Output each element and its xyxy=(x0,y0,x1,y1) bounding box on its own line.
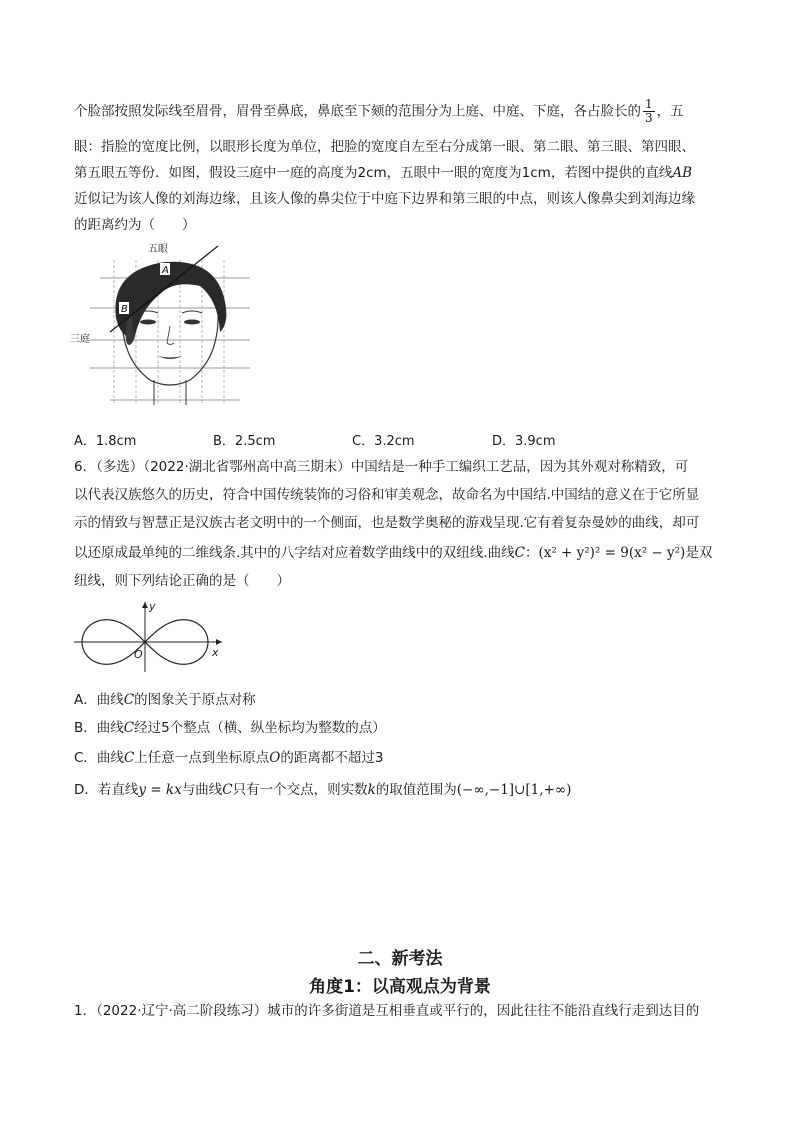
q6-choice-a[interactable] xyxy=(74,688,256,708)
q6-text: 以还原成最单纯的二维线条.其中的八字结对应着数学曲线中的双纽线.曲线 xyxy=(74,545,515,561)
label-wuyan: 五眼 xyxy=(148,244,168,255)
choice-text: 的距离都不超过3 xyxy=(280,750,384,766)
fraction-one-third xyxy=(643,98,655,125)
choice-text: 经过5个整点（横、纵坐标均为整数的点） xyxy=(134,720,386,736)
q5-line-2: 眼：指脸的宽度比例，以眼形长度为单位，把脸的宽度自左至右分成第一眼、第二眼、第三眼、第四眼、 xyxy=(74,139,695,155)
section-title: 二、新考法 xyxy=(357,949,443,969)
choice-text: 与曲线 xyxy=(181,782,223,798)
curve-var: C xyxy=(222,782,233,798)
q6-line-2: 以代表汉族悠久的历史，符合中国传统装饰的习俗和审美观念，故命名为中国结.中国结的意义在于它所显 xyxy=(74,487,700,503)
point-b-label: B xyxy=(121,304,128,315)
q6-choice-b[interactable] xyxy=(74,716,386,736)
lemniscate-figure xyxy=(70,598,230,678)
q6-choice-c[interactable] xyxy=(74,746,383,766)
q5-line-5: 的距离约为（ ） xyxy=(74,217,196,233)
k-var: k xyxy=(367,782,376,798)
q5-text: ，五 xyxy=(656,103,684,120)
q6-choice-d[interactable] xyxy=(74,778,571,798)
y-axis-label: y xyxy=(149,600,156,613)
q5-text: 第五眼五等份．如图，假设三庭中一庭的高度为2cm，五眼中一眼的宽度为1cm，若图中提供的直线 xyxy=(74,165,673,181)
q6-line-1: 6．（多选）（2022·湖北省鄂州高中高三期末）中国结是一种手工编织工艺品，因为其外观对称精致，可 xyxy=(74,459,689,475)
frac-numerator: 1 xyxy=(645,97,653,111)
mouth xyxy=(158,356,182,359)
section-subtitle: 角度1：以高观点为背景 xyxy=(309,977,491,997)
q5-line-3 xyxy=(74,164,734,183)
lemniscate-equation: (x² + y²)² = 9(x² − y²) xyxy=(538,545,686,561)
choice-text: 只有一个交点，则实数 xyxy=(232,782,368,798)
choice-text: D．若直线 xyxy=(74,782,139,798)
line-equation: y = kx xyxy=(138,782,182,798)
curve-var: C xyxy=(123,692,135,708)
point-a-label: A xyxy=(162,265,169,276)
brows xyxy=(138,311,202,313)
origin-var: O xyxy=(269,750,281,766)
k-range: (−∞,−1]∪[1,+∞) xyxy=(456,782,572,798)
q6-text: 是双 xyxy=(685,545,713,561)
q5-line-1 xyxy=(74,98,734,125)
option-d[interactable]: D．3.9cm xyxy=(492,434,556,449)
curve-var: C xyxy=(123,720,135,736)
x-axis-label: x xyxy=(212,646,219,659)
choice-text: C．曲线 xyxy=(74,750,124,766)
q1-line-1: 1．（2022·辽宁·高二阶段练习）城市的许多街道是互相垂直或平行的，因此往往不能沿直线行走到达目的 xyxy=(74,1003,700,1019)
label-santing: 三庭 xyxy=(70,334,90,345)
choice-text: 上任意一点到坐标原点 xyxy=(134,750,270,766)
q6-line-4 xyxy=(74,544,734,563)
curve-label: C xyxy=(514,545,525,561)
frac-denominator: 3 xyxy=(645,111,653,125)
eyes xyxy=(140,320,200,325)
x-axis-arrow xyxy=(216,639,222,645)
nose xyxy=(167,326,174,345)
option-a[interactable]: A．1.8cm xyxy=(74,434,137,449)
q5-text: 个脸部按照发际线至眉骨，眉骨至鼻底，鼻底至下颏的范围分为上庭、中庭、下庭，各占脸长的 xyxy=(74,103,641,120)
q5-line-4: 近似记为该人像的刘海边缘，且该人像的鼻尖位于中庭下边界和第三眼的中点，则该人像鼻尖到刘海边缘 xyxy=(74,191,695,207)
q6-line-5: 纽线，则下列结论正确的是（ ） xyxy=(74,573,290,589)
line-ab-label: AB xyxy=(672,165,692,181)
choice-text: B．曲线 xyxy=(74,720,124,736)
q6-colon: ： xyxy=(524,545,539,561)
choice-text: 的取值范围为 xyxy=(375,782,457,798)
q6-line-3: 示的情致与智慧正是汉族古老文明中的一个侧面，也是数学奥秘的游戏呈现.它有着复杂曼妙的曲线，却可 xyxy=(74,515,700,531)
option-c[interactable]: C．3.2cm xyxy=(352,434,415,449)
choice-text: 的图象关于原点对称 xyxy=(134,692,256,708)
face-figure xyxy=(70,240,270,412)
option-b[interactable]: B．2.5cm xyxy=(213,434,276,449)
curve-var: C xyxy=(123,750,135,766)
y-axis-arrow xyxy=(142,602,148,608)
origin-label: O xyxy=(134,648,143,661)
choice-text: A．曲线 xyxy=(74,692,124,708)
